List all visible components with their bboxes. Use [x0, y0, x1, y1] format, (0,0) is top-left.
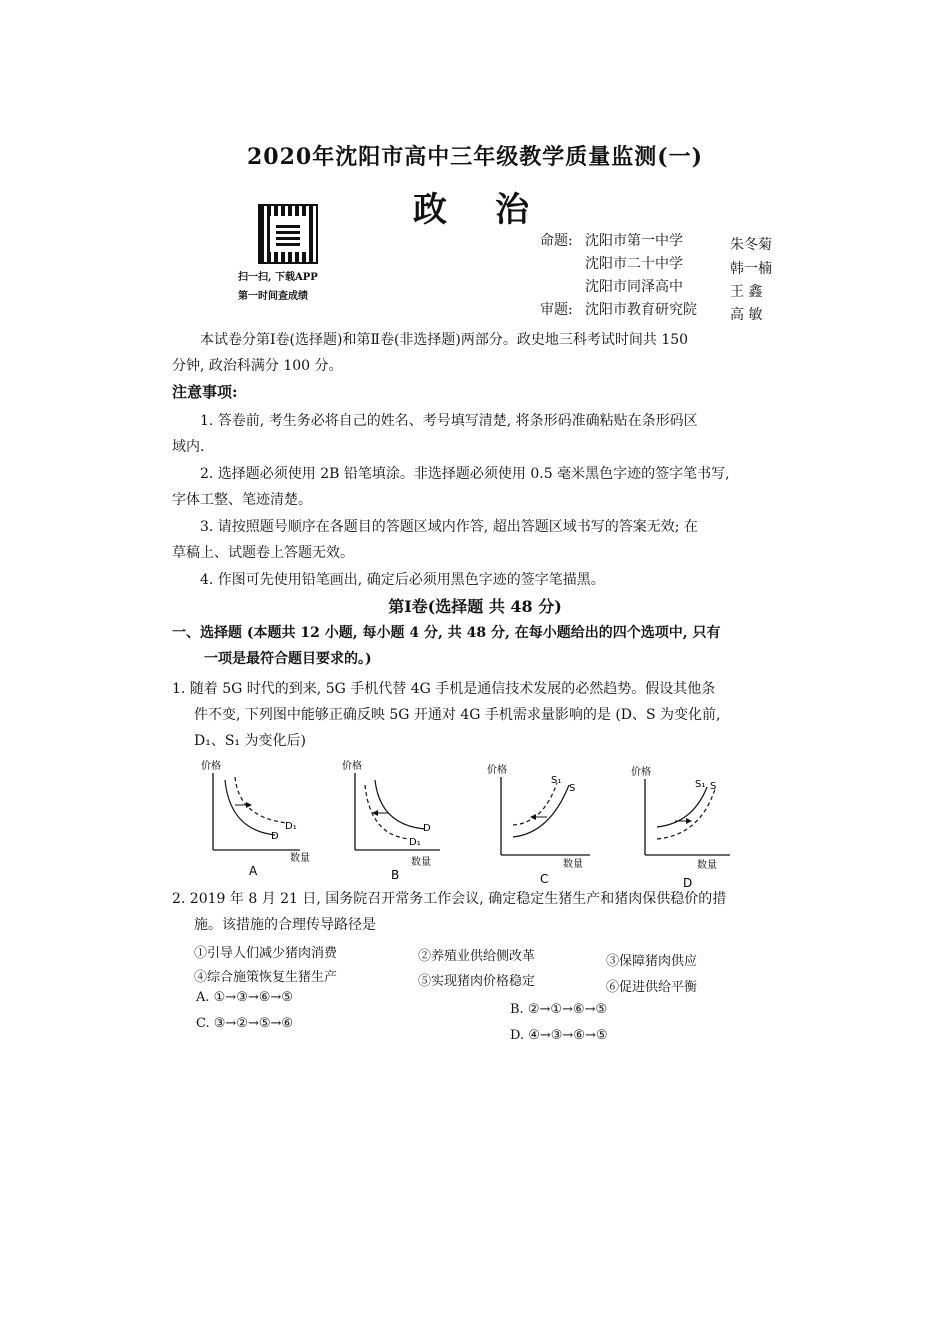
page-title: 2020年沈阳市高中三年级教学质量监测(一)	[246, 144, 704, 170]
graph-a-x-label: 数量	[290, 853, 310, 864]
q2-statement-5: ⑤实现猪肉价格稳定	[418, 974, 536, 989]
q2-line-1: 2. 2019 年 8 月 21 日, 国务院召开常务工作会议, 确定稳定生猪生产和猪肉保供稳价的措	[172, 891, 727, 907]
graph-a-y-label: 价格	[201, 761, 221, 772]
section-1-heading: 第Ⅰ卷(选择题 共 48 分)	[388, 597, 562, 616]
q2-line-2: 施。该措施的合理传导路径是	[194, 917, 376, 933]
graph-b-x-label: 数量	[411, 857, 431, 868]
author-school-1: 沈阳市第一中学	[585, 233, 683, 249]
q2-statement-2: ②养殖业供给侧改革	[418, 949, 536, 964]
reviewer-school: 沈阳市教育研究院	[585, 302, 697, 318]
notice-item-2b: 字体工整、笔迹清楚。	[172, 492, 312, 508]
q2-answer-a: A. ①→③→⑥→⑤	[196, 990, 293, 1005]
q2-statement-4: ④综合施策恢复生猪生产	[194, 970, 338, 985]
graph-b-curve2-label: D₁	[409, 837, 421, 848]
q2-statement-3: ③保障猪肉供应	[606, 954, 698, 969]
intro-line-1: 本试卷分第Ⅰ卷(选择题)和第Ⅱ卷(非选择题)两部分。政史地三科考试时间共 150	[200, 332, 689, 348]
author-school-3: 沈阳市同泽高中	[585, 279, 683, 295]
graph-c	[487, 763, 590, 886]
q2-statement-6: ⑥促进供给平衡	[606, 980, 698, 995]
graph-d-y-label: 价格	[631, 767, 651, 778]
reviewer-name: 高 敏	[730, 307, 763, 323]
subject-title: 政治	[413, 190, 577, 230]
notice-item-3b: 草稿上、试题卷上答题无效。	[172, 545, 354, 561]
author-name-1: 朱冬菊	[730, 237, 772, 253]
notice-item-2a: 2. 选择题必须使用 2B 铅笔填涂。非选择题必须使用 0.5 毫米黑色字迹的签字笔书写,	[200, 466, 730, 482]
notice-item-1a: 1. 答卷前, 考生务必将自己的姓名、考号填写清楚, 将条形码准确粘贴在条形码区	[200, 413, 698, 429]
notice-item-4: 4. 作图可先使用铅笔画出, 确定后必须用黑色字迹的签字笔描黑。	[200, 572, 605, 588]
reviewer-label: 审题:	[540, 302, 573, 318]
graph-c-curve-solid	[513, 785, 569, 837]
author-school-2: 沈阳市二十中学	[585, 256, 683, 272]
graph-d-curve2-label: S	[710, 781, 717, 792]
q1-graphs	[195, 755, 795, 890]
graph-a-curve2-label: D	[271, 831, 279, 842]
graph-a-option-label: A	[249, 864, 258, 878]
notice-item-3a: 3. 请按照题号顺序在各题目的答题区域内作答, 超出答题区域书写的答案无效; 在	[200, 519, 698, 535]
author-name-2: 韩一楠	[730, 261, 772, 277]
q1-line-1: 1. 随着 5G 时代的到来, 5G 手机代替 4G 手机是通信技术发展的必然趋势。假设其他条	[172, 681, 716, 697]
qr-code-icon	[258, 204, 318, 264]
graph-a-curve-solid	[225, 780, 275, 835]
graph-c-curve-dashed	[513, 783, 557, 825]
graph-b-y-label: 价格	[342, 761, 362, 772]
graph-b-curve-solid	[375, 780, 425, 829]
graph-d-option-label: D	[683, 876, 693, 890]
author-name-3: 王 鑫	[730, 284, 763, 300]
intro-line-2: 分钟, 政治科满分 100 分。	[172, 358, 343, 374]
graph-d-curve-dashed	[657, 789, 715, 839]
graph-d-x-label: 数量	[697, 860, 717, 871]
graph-d-curve1-label: S₁	[695, 779, 706, 790]
graph-d	[631, 765, 730, 890]
q1-line-3: D₁、S₁ 为变化后)	[194, 733, 306, 749]
graph-b-option-label: B	[391, 868, 400, 882]
author-label: 命题:	[540, 233, 573, 249]
graph-c-y-label: 价格	[487, 765, 507, 776]
graph-c-curve2-label: S	[569, 783, 576, 794]
graph-c-curve1-label: S₁	[551, 775, 562, 786]
q1-line-2: 件不变, 下列图中能够正确反映 5G 开通对 4G 手机需求量影响的是 (D、S 为变化前,	[194, 707, 721, 723]
q2-answer-b: B. ②→①→⑥→⑤	[510, 1002, 608, 1017]
qr-caption-line1: 扫一扫, 下载APP	[238, 272, 318, 283]
notice-item-1b: 域内.	[172, 439, 205, 455]
q2-answer-d: D. ④→③→⑥→⑤	[510, 1028, 608, 1043]
graph-a-curve-dashed	[235, 777, 288, 823]
qr-caption-line2: 第一时间查成绩	[238, 291, 308, 302]
q2-statement-1: ①引导人们减少猪肉消费	[194, 946, 338, 961]
notice-heading: 注意事项:	[172, 383, 238, 401]
section-1-instr-b: 一项是最符合题目要求的。)	[204, 651, 372, 667]
graph-b-curve1-label: D	[423, 823, 431, 834]
graph-a	[201, 759, 310, 878]
q2-answer-c: C. ③→②→⑤→⑥	[196, 1016, 294, 1031]
section-1-instr-a: 一、选择题 (本题共 12 小题, 每小题 4 分, 共 48 分, 在每小题给出的四个选项中, 只有	[172, 625, 721, 641]
graph-b	[342, 759, 440, 882]
graph-c-option-label: C	[540, 872, 549, 886]
graph-c-x-label: 数量	[563, 859, 583, 870]
graph-a-curve1-label: D₁	[285, 821, 297, 832]
